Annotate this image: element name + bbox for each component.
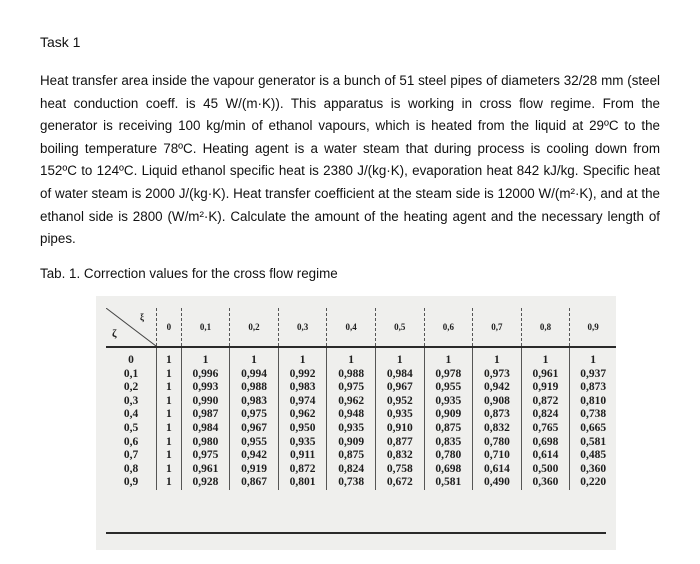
row-label: 0,9 — [123, 476, 139, 489]
correction-values-table — [106, 308, 616, 490]
table-cell: 0,873 — [570, 381, 616, 395]
table-cell: 0,961 — [181, 463, 230, 477]
table-cell: 0,581 — [570, 436, 616, 450]
row-label: 0,1 — [123, 367, 139, 380]
table-cell: 0,948 — [327, 408, 376, 422]
row-label: 0,3 — [123, 394, 139, 407]
table-cell: 0,980 — [181, 436, 230, 450]
table-cell: 0,911 — [278, 449, 327, 463]
table-cell: 0,975 — [327, 381, 376, 395]
table-cell: 0,698 — [521, 436, 570, 450]
table-cell: 0,937 — [570, 368, 616, 382]
table-cell: 0,867 — [230, 476, 279, 490]
table-cell: 1 — [157, 381, 182, 395]
table-cell: 0,974 — [278, 395, 327, 409]
table-cell: 0,928 — [181, 476, 230, 490]
table-cell: 0,758 — [375, 463, 424, 477]
table-row — [106, 354, 616, 368]
table-row — [106, 368, 616, 382]
table-cell: 0,220 — [570, 476, 616, 490]
table-cell: 0,942 — [473, 381, 522, 395]
table-cell: 0,909 — [424, 408, 473, 422]
table-cell: 0,738 — [570, 408, 616, 422]
table-header-row — [106, 308, 616, 347]
table-cell: 0,872 — [521, 395, 570, 409]
table-cell: 0,710 — [473, 449, 522, 463]
column-header: 0,5 — [375, 308, 424, 347]
row-label: 0,7 — [123, 449, 139, 462]
row-label: 0,4 — [123, 408, 139, 421]
table-cell: 1 — [230, 354, 279, 368]
table-cell: 1 — [157, 368, 182, 382]
column-header: 0,7 — [473, 308, 522, 347]
column-header: 0,9 — [570, 308, 616, 347]
table-cell: 0,993 — [181, 381, 230, 395]
table-cell: 0,360 — [570, 463, 616, 477]
table-cell: 0,996 — [181, 368, 230, 382]
table-cell: 0,485 — [570, 449, 616, 463]
table-cell: 0,672 — [375, 476, 424, 490]
table-cell: 0,872 — [278, 463, 327, 477]
table-row — [106, 463, 616, 477]
table-cell: 0,824 — [521, 408, 570, 422]
table-cell: 1 — [157, 463, 182, 477]
task-description: Heat transfer area inside the vapour generator is a bunch of 51 steel pipes of diameters 32/28 mm (steel heat conduction coeff. is 45 W/(m·K)). This apparatus is working in cross flow regime. From the generator is receiving 100 kg/min of ethanol vapours, which is heated from the liquid at 29ºC to the boiling temperature 78ºC. Heating agent is a water steam that during process is cooling down from 152ºC to 124ºC. Liquid ethanol specific heat is 2380 J/(kg·K), evaporation heat 842 kJ/kg. Specific heat of water steam is 2000 J/(kg·K). Heat transfer coefficient at the steam side is 12000 W/(m²·K), and at the ethanol side is 2800 (W/m²·K). Calculate the amount of the heating agent and the necessary length of pipes. — [40, 73, 660, 247]
table-cell: 0,614 — [473, 463, 522, 477]
table-cell: 1 — [157, 436, 182, 450]
table-cell: 0,780 — [473, 436, 522, 450]
table-row — [106, 408, 616, 422]
table-cell: 0,581 — [424, 476, 473, 490]
table-cell: 0,935 — [424, 395, 473, 409]
table-cell: 0,962 — [327, 395, 376, 409]
table-cell: 0,665 — [570, 422, 616, 436]
row-label: 0,2 — [123, 381, 139, 394]
table-cell: 1 — [157, 395, 182, 409]
table-cell: 0,908 — [473, 395, 522, 409]
table-cell: 0,994 — [230, 368, 279, 382]
table-cell: 0,810 — [570, 395, 616, 409]
table-row — [106, 449, 616, 463]
table-cell: 1 — [157, 449, 182, 463]
table-caption: Tab. 1. Correction values for the cross flow regime — [40, 266, 338, 281]
table-cell: 0,992 — [278, 368, 327, 382]
column-header: 0,2 — [230, 308, 279, 347]
table-row — [106, 395, 616, 409]
table-row — [106, 422, 616, 436]
table-cell: 0,919 — [230, 463, 279, 477]
table-cell: 0,877 — [375, 436, 424, 450]
table-cell: 0,961 — [521, 368, 570, 382]
table-cell: 0,987 — [181, 408, 230, 422]
table-cell: 0,875 — [327, 449, 376, 463]
table-cell: 1 — [157, 354, 182, 368]
table-cell: 0,950 — [278, 422, 327, 436]
table-cell: 0,875 — [424, 422, 473, 436]
diagonal-divider — [106, 308, 156, 346]
corner-top-symbol: ξ — [140, 312, 145, 322]
table-cell: 1 — [157, 408, 182, 422]
table-cell: 0,984 — [181, 422, 230, 436]
scanned-table-image — [96, 296, 616, 550]
table-cell: 0,360 — [521, 476, 570, 490]
table-cell: 0,801 — [278, 476, 327, 490]
task-title: Task 1 — [40, 34, 81, 50]
table-cell: 0,500 — [521, 463, 570, 477]
table-cell: 0,975 — [230, 408, 279, 422]
table-cell: 0,832 — [375, 449, 424, 463]
table-cell: 1 — [521, 354, 570, 368]
table-cell: 0,909 — [327, 436, 376, 450]
table-cell: 0,919 — [521, 381, 570, 395]
table-cell: 0,984 — [375, 368, 424, 382]
table-corner-cell — [106, 308, 157, 347]
table-cell: 1 — [570, 354, 616, 368]
table-cell: 1 — [278, 354, 327, 368]
table-cell: 0,935 — [278, 436, 327, 450]
table-cell: 0,873 — [473, 408, 522, 422]
table-cell: 0,835 — [424, 436, 473, 450]
table-bottom-rule — [106, 532, 606, 534]
table-row — [106, 436, 616, 450]
table-cell: 0,765 — [521, 422, 570, 436]
table-cell: 0,935 — [327, 422, 376, 436]
table-cell: 0,973 — [473, 368, 522, 382]
column-header: 0 — [157, 308, 182, 347]
row-label: 0,6 — [123, 435, 139, 448]
table-cell: 0,983 — [230, 395, 279, 409]
table-cell: 0,824 — [327, 463, 376, 477]
table-cell: 1 — [375, 354, 424, 368]
table-cell: 1 — [157, 476, 182, 490]
table-cell: 0,832 — [473, 422, 522, 436]
table-row — [106, 476, 616, 490]
table-cell: 0,952 — [375, 395, 424, 409]
table-cell: 1 — [327, 354, 376, 368]
table-cell: 1 — [181, 354, 230, 368]
table-cell: 0,942 — [230, 449, 279, 463]
table-cell: 0,988 — [327, 368, 376, 382]
table-cell: 0,490 — [473, 476, 522, 490]
column-header: 0,6 — [424, 308, 473, 347]
table-cell: 0,967 — [375, 381, 424, 395]
row-label: 0,5 — [123, 421, 139, 434]
table-cell: 0,614 — [521, 449, 570, 463]
table-cell: 0,983 — [278, 381, 327, 395]
table-cell: 1 — [157, 422, 182, 436]
table-cell: 1 — [473, 354, 522, 368]
column-header: 0,3 — [278, 308, 327, 347]
table-cell: 0,978 — [424, 368, 473, 382]
column-header: 0,1 — [181, 308, 230, 347]
row-label: 0 — [128, 354, 134, 366]
row-label: 0,8 — [123, 462, 139, 475]
table-cell: 0,910 — [375, 422, 424, 436]
table-cell: 0,955 — [424, 381, 473, 395]
table-cell: 0,935 — [375, 408, 424, 422]
corner-left-symbol: ζ — [112, 328, 117, 340]
table-cell: 0,962 — [278, 408, 327, 422]
table-row — [106, 381, 616, 395]
table-cell: 1 — [424, 354, 473, 368]
table-cell: 0,698 — [424, 463, 473, 477]
column-header: 0,8 — [521, 308, 570, 347]
column-header: 0,4 — [327, 308, 376, 347]
table-cell: 0,975 — [181, 449, 230, 463]
table-cell: 0,738 — [327, 476, 376, 490]
table-cell: 0,988 — [230, 381, 279, 395]
table-cell: 0,990 — [181, 395, 230, 409]
table-cell: 0,955 — [230, 436, 279, 450]
table-cell: 0,780 — [424, 449, 473, 463]
table-cell: 0,967 — [230, 422, 279, 436]
